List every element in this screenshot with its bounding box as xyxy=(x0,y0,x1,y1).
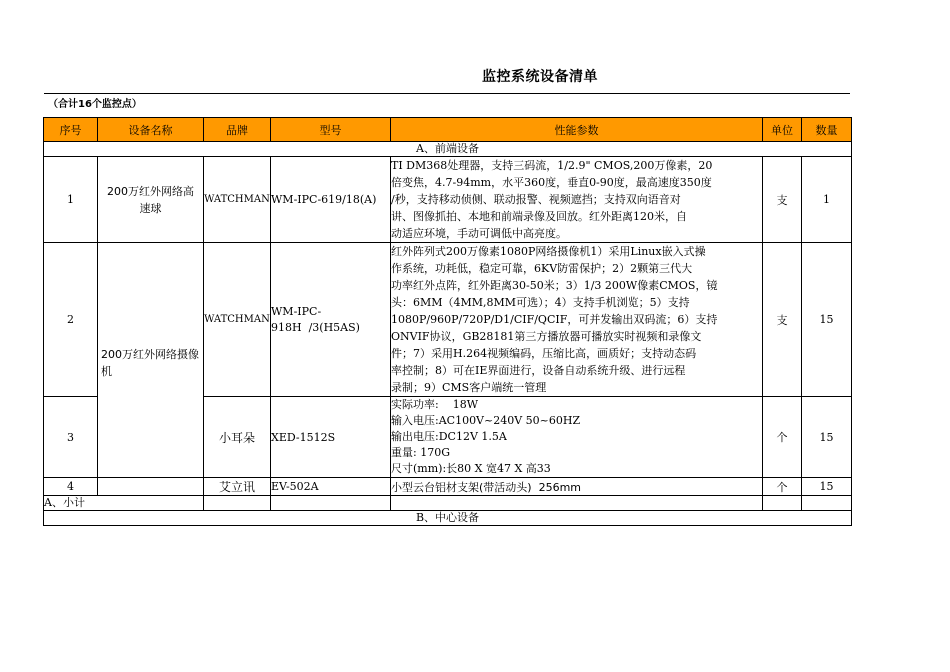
row-model: WM-IPC-619/18(A) xyxy=(271,157,391,243)
row-model: EV-502A xyxy=(271,478,391,496)
row-spec: 小型云台铝材支架(带活动头) 256mm xyxy=(391,478,763,496)
row-model: XED-1512S xyxy=(271,397,391,478)
header-spec: 性能参数 xyxy=(391,118,763,142)
section-b-label: B、中心设备 xyxy=(44,511,852,526)
row-brand: WATCHMAN xyxy=(204,243,271,397)
section-row xyxy=(44,142,852,157)
subtotal-cell xyxy=(802,496,852,511)
row-brand: WATCHMAN xyxy=(204,157,271,243)
row-name: 200万红外网络摄像机 xyxy=(98,243,204,478)
row-unit: 个 xyxy=(763,397,802,478)
row-index: 4 xyxy=(44,478,98,496)
row-qty: 1 xyxy=(802,157,852,243)
header-row xyxy=(44,118,852,142)
row-qty: 15 xyxy=(802,397,852,478)
row-spec: 红外阵列式200万像素1080P网络摄像机1）采用Linux嵌入式操 作系统，功耗低，稳定可靠，6KV防雷保护；2）2颗第三代大 功率红外点阵，红外距离30-50米；3）1/3 200W像素CMOS，镜 头：6MM（4MM,8MM可选）；4）支持手机浏览；5）支持 1080P/960P/720P/D1/CIF/QCIF，可并发输出双码流；6）支持 ONVIF协议，GB28181第三方播放器可播放实时视频和录像文 件；7）采用H.264视频编码，压缩比高，画质好；支持动态码 率控制；8）可在IE界面进行，设备自动系统升级、进行远程 录制；9）CMS客户端统一管理 xyxy=(391,243,763,397)
row-index: 2 xyxy=(44,243,98,397)
row-name-empty xyxy=(98,478,204,496)
header-index: 序号 xyxy=(44,118,98,142)
subtotal-a-label: A、小计 xyxy=(44,496,204,511)
row-brand: 小耳朵 xyxy=(204,397,271,478)
section-a-label: A、前端设备 xyxy=(44,142,852,157)
subtotal-cell xyxy=(763,496,802,511)
header-brand: 品牌 xyxy=(204,118,271,142)
row-name: 200万红外网络高速球 xyxy=(98,157,204,243)
header-unit: 单位 xyxy=(763,118,802,142)
subtotal-cell xyxy=(204,496,271,511)
table-row xyxy=(44,157,852,243)
header-name: 设备名称 xyxy=(98,118,204,142)
row-unit: 个 xyxy=(763,478,802,496)
row-spec: TI DM368处理器，支持三码流，1/2.9" CMOS,200万像素，20 倍变焦，4.7-94mm，水平360度，垂直0-90度，最高速度350度 /秒，支持移动侦侧、联动报警、视频遮挡；支持双向语音对 讲、图像抓拍、本地和前端录像及回放。红外距离120米，自 动适应环境，手动可调低中高亮度。 xyxy=(391,157,763,243)
row-unit: 支 xyxy=(763,243,802,397)
header-model: 型号 xyxy=(271,118,391,142)
header-qty: 数量 xyxy=(802,118,852,142)
page-title: 监控系统设备清单 xyxy=(482,69,598,85)
monitor-point-note: （合计16个监控点） xyxy=(44,93,850,116)
row-index: 1 xyxy=(44,157,98,243)
equipment-table xyxy=(43,117,852,526)
row-qty: 15 xyxy=(802,243,852,397)
section-row xyxy=(44,511,852,526)
table-row xyxy=(44,243,852,397)
subtotal-cell xyxy=(391,496,763,511)
subtotal-cell xyxy=(271,496,391,511)
row-unit: 支 xyxy=(763,157,802,243)
row-spec: 实际功率: 18W 输入电压:AC100V~240V 50~60HZ 输出电压:DC12V 1.5A 重量: 170G 尺寸(mm):长80 X 宽47 X 高33 xyxy=(391,397,763,478)
table-row xyxy=(44,478,852,496)
row-qty: 15 xyxy=(802,478,852,496)
subtotal-row xyxy=(44,496,852,511)
row-brand: 艾立讯 xyxy=(204,478,271,496)
row-index: 3 xyxy=(44,397,98,478)
row-model: WM-IPC- 918H /3(H5AS) xyxy=(271,243,391,397)
